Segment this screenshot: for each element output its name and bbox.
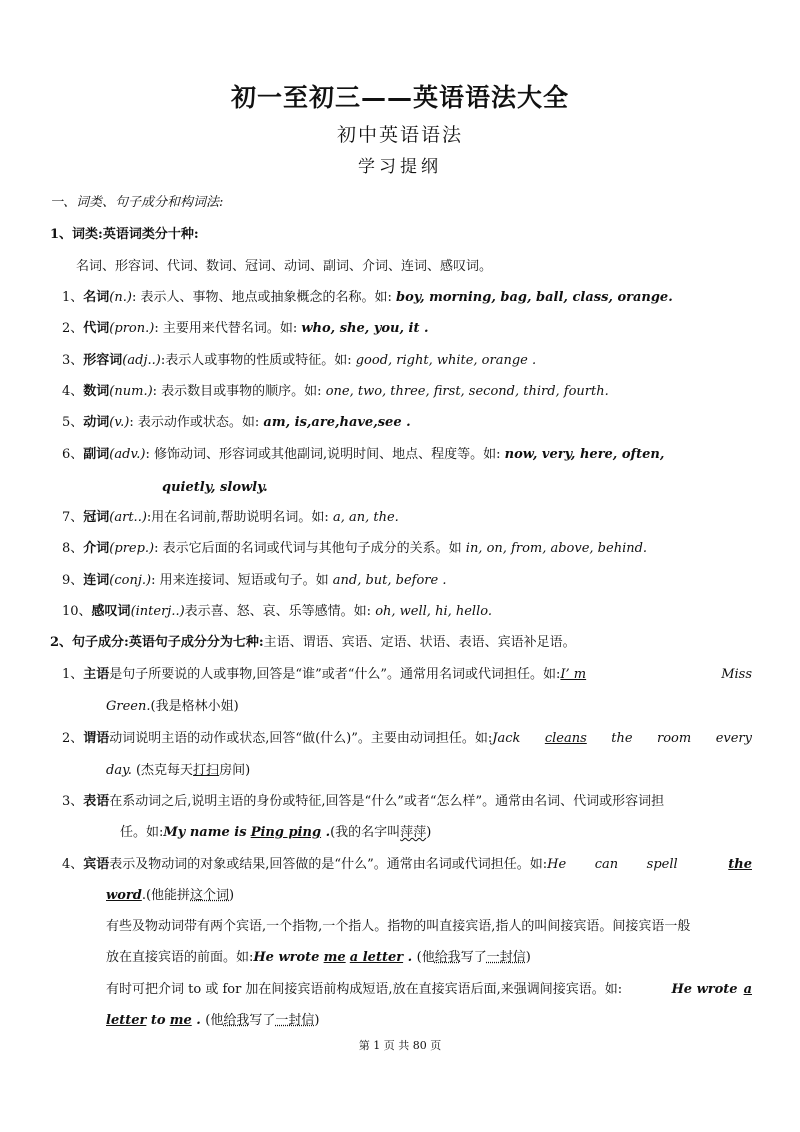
pos-item-adjective: 3、形容词(adj..):表示人或事物的性质或特征。如: good, right, white, orange . (62, 353, 537, 368)
component-subject: 1、主语是句子所要说的人或事物,回答是“谁”或者“什么”。通常用名词或代词担任。如:I’ m Miss (62, 667, 752, 682)
object-note-2: 放在直接宾语的前面。如:He wrote me a letter . (他给我写了一封信) (106, 950, 531, 965)
component-subject-cont: Green.(我是格林小姐) (106, 699, 239, 714)
pos-title: 1、词类:英语词类分十种: (50, 227, 199, 242)
object-note-3: 有时可把介词 to 或 for 加在间接宾语前构成短语,放在直接宾语后面,来强调间接宾语。如: He wrote a (106, 982, 752, 997)
document-subtitle-2: 学习提纲 (358, 157, 442, 177)
pos-item-interjection: 10、感叹词(interj..)表示喜、怒、哀、乐等感情。如: oh, well, hi, hello. (62, 604, 492, 619)
sentence-components-title: 2、句子成分:英语句子成分分为七种:主语、谓语、宾语、定语、状语、表语、宾语补足语。 (50, 635, 576, 650)
object-note-1: 有些及物动词带有两个宾语,一个指物,一个指人。指物的叫直接宾语,指人的叫间接宾语。间接宾语一般 (106, 919, 691, 934)
component-predicative-cont: 任。如:My name is Ping ping .(我的名字叫萍萍) (120, 825, 432, 840)
component-predicate-cont: day. (杰克每天打扫房间) (106, 763, 251, 778)
page-footer: 第 1 页 共 80 页 (358, 1039, 442, 1052)
pos-item-adverb: 6、副词(adv.): 修饰动词、形容词或其他副词,说明时间、地点、程度等。如: now, very, here, often, (62, 447, 665, 462)
pos-item-noun: 1、名词(n.): 表示人、事物、地点或抽象概念的名称。如: boy, morning, bag, ball, class, orange. (62, 290, 673, 305)
pos-item-pronoun: 2、代词(pron.): 主要用来代替名词。如: who, she, you, it . (62, 321, 429, 336)
pos-item-preposition: 8、介词(prep.): 表示它后面的名词或代词与其他句子成分的关系。如 in, on, from, above, behind. (62, 541, 648, 556)
pos-item-adverb-cont: quietly, slowly. (162, 480, 268, 495)
pos-item-article: 7、冠词(art..):用在名词前,帮助说明名词。如: a, an, the. (62, 510, 399, 525)
component-predicate: 2、谓语动词说明主语的动作或状态,回答“做(什么)”。主要由动词担任。如:Jack cleans the room every (62, 731, 752, 746)
pos-item-verb: 5、动词(v.): 表示动作或状态。如: am, is,are,have,see . (62, 415, 411, 430)
section-heading: 一、词类、句子成分和构词法: (50, 195, 224, 210)
pos-list: 名词、形容词、代词、数词、冠词、动词、副词、介词、连词、感叹词。 (76, 259, 493, 274)
component-object-cont: word.(他能拼这个词) (106, 888, 235, 903)
document-subtitle: 初中英语语法 (336, 124, 463, 146)
pos-item-numeral: 4、数词(num.): 表示数目或事物的顺序。如: one, two, three, first, second, third, fourth. (62, 384, 609, 399)
component-object: 4、宾语表示及物动词的对象或结果,回答做的是“什么”。通常由名词或代词担任。如:He can spell the (62, 857, 752, 872)
pos-item-conjunction: 9、连词(conj.): 用来连接词、短语或句子。如 and, but, before . (62, 573, 447, 588)
object-note-4: letter to me . (他给我写了一封信) (106, 1013, 320, 1028)
component-predicative: 3、表语在系动词之后,说明主语的身份或特征,回答是“什么”或者“怎么样”。通常由名词、代词或形容词担 (62, 794, 665, 809)
document-title: 初一至初三——英语语法大全 (230, 83, 569, 112)
